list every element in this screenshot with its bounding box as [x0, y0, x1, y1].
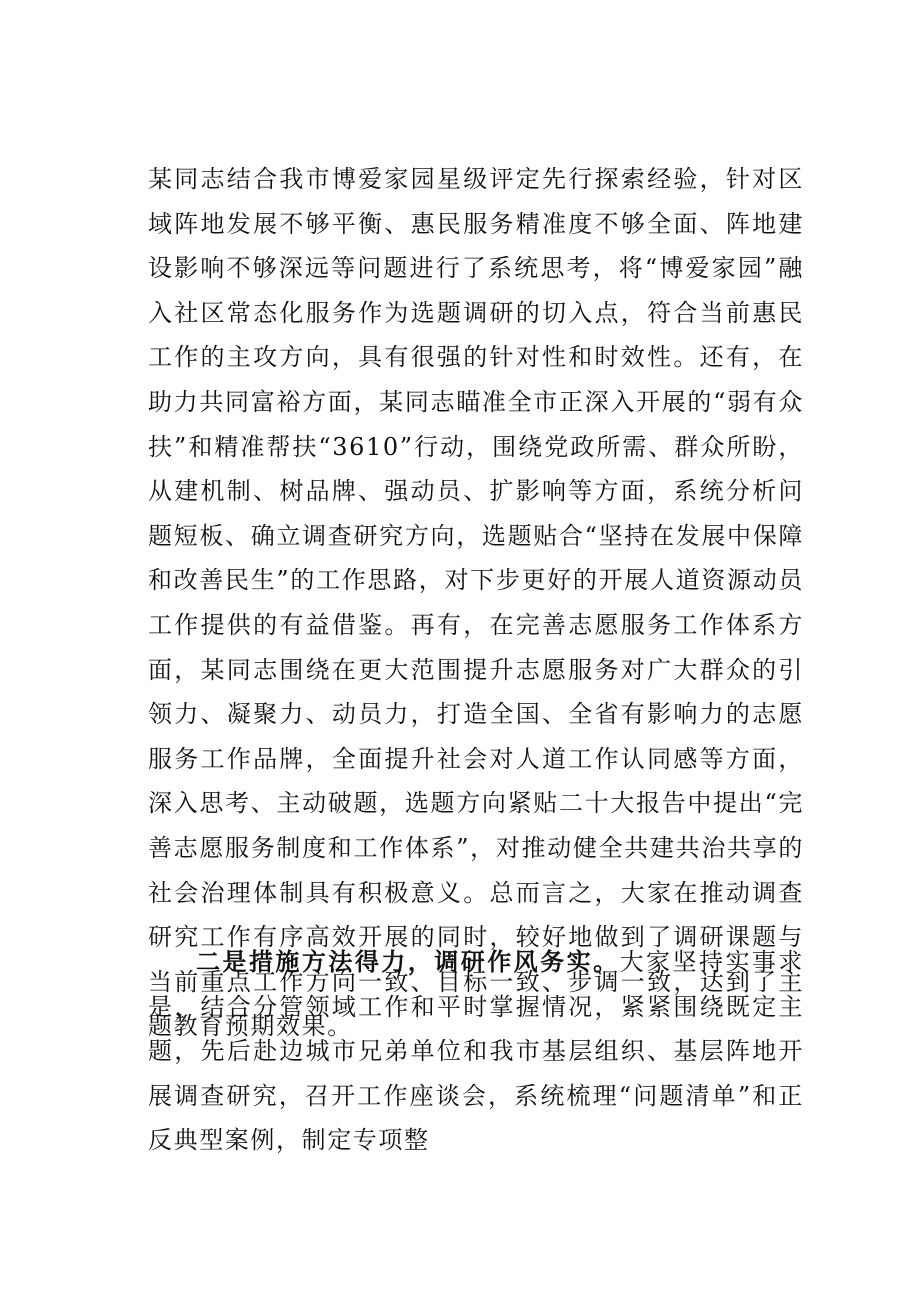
body-paragraph-2 [148, 940, 804, 1163]
body-paragraph-1: 某同志结合我市博爱家园星级评定先行探索经验，针对区域阵地发展不够平衡、惠民服务精准度不够全面、阵地建设影响不够深远等问题进行了系统思考，将“博爱家园”融入社区常态化服务作为选题调研的切入点，符合当前惠民工作的主攻方向，具有很强的针对性和时效性。还有，在助力共同富裕方面，某同志瞄准全市正深入开展的“弱有众扶”和精准帮扶“3610”行动，围绕党政所需、群众所盼，从建机制、树品牌、强动员、扩影响等方面，系统分析问题短板、确立调查研究方向，选题贴合“坚持在发展中保障和改善民生”的工作思路，对下步更好的开展人道资源动员工作提供的有益借鉴。再有，在完善志愿服务工作体系方面，某同志围绕在更大范围提升志愿服务对广大群众的引领力、凝聚力、动员力，打造全国、全省有影响力的志愿服务工作品牌，全面提升社会对人道工作认同感等方面，深入思考、主动破题，选题方向紧贴二十大报告中提出“完善志愿服务制度和工作体系”，对推动健全共建共治共享的社会治理体制具有积极意义。总而言之，大家在推动调查研究工作有序高效开展的同时，较好地做到了调研课题与当前重点工作方向一致、目标一致、步调一致，达到了主题教育预期效果。 [148, 165, 804, 1041]
section-heading-inline: 二是措施方法得力，调研作风务实。 [196, 947, 620, 976]
section-body-text: 大家坚持实事求是，结合分管领域工作和平时掌握情况，紧紧围绕既定主题，先后赴边城市兄弟单位和我市基层组织、基层阵地开展调查研究，召开工作座谈会，系统梳理“问题清单”和正反典型案例，制定专项整 [148, 948, 804, 1155]
